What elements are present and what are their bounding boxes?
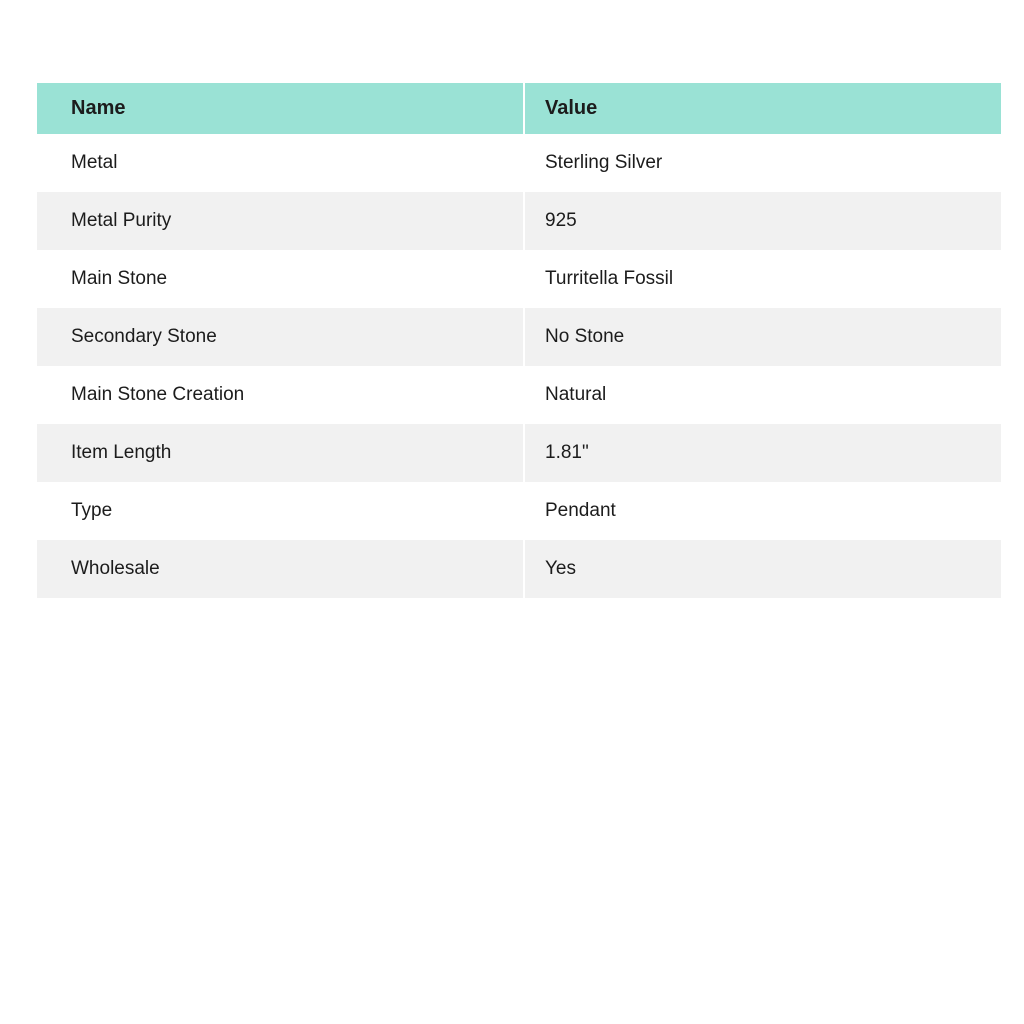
spec-value-cell: Sterling Silver [523,134,1001,192]
spec-name-cell: Wholesale [71,558,160,579]
table-row [37,482,1001,540]
spec-name-cell: Metal Purity [71,210,172,231]
table-row [37,250,1001,308]
spec-table [37,83,1001,598]
table-row [37,308,1001,366]
spec-name-cell: Type [71,500,113,521]
spec-name-cell: Main Stone [71,268,168,289]
spec-value-cell: 1.81" [523,424,1001,482]
table-row [37,424,1001,482]
table-row [37,192,1001,250]
spec-value-cell: Natural [523,366,1001,424]
spec-name-cell: Item Length [71,442,172,463]
spec-name-cell: Main Stone Creation [71,384,245,405]
spec-name-cell: Metal [71,152,118,173]
table-row [37,540,1001,598]
table-header-row [37,83,1001,134]
table-body [37,134,1001,598]
spec-value-cell: 925 [523,192,1001,250]
column-header-value: Value [523,83,1001,134]
spec-value-cell: Pendant [523,482,1001,540]
spec-name-cell: Secondary Stone [71,326,217,347]
column-header-name: Name [37,83,523,134]
table-row [37,366,1001,424]
table-row [37,134,1001,192]
spec-value-cell: Turritella Fossil [523,250,1001,308]
spec-value-cell: No Stone [523,308,1001,366]
spec-value-cell: Yes [523,540,1001,598]
